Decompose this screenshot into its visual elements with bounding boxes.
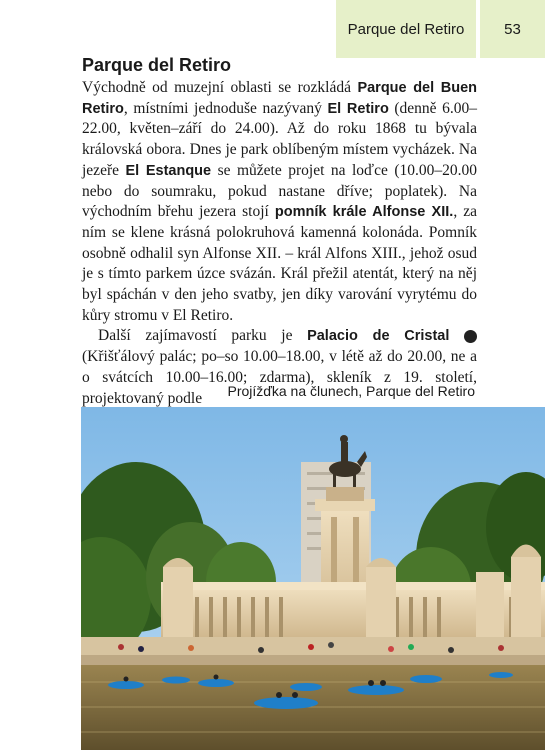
text-run: (denně 6.00–22.00, květen–září do 24.00). Až do roku 1868 tu bývala královská obora. Dnes je park oblíbeným místem vycházek. Na jezeře xyxy=(82,99,478,179)
map-reference-badge: 21 xyxy=(464,330,477,343)
bold-term: Parque del Buen Retiro xyxy=(82,80,477,117)
bold-term: El Estanque xyxy=(125,162,212,179)
text-run: Další zajímavostí parku je xyxy=(98,327,308,345)
page-number: 53 xyxy=(504,20,521,38)
text-run: se můžete projet na loďce (10.00–20.00 nebo do soumraku, pokud nastane dříve; poplatek). Na východním břehu jezera stojí xyxy=(82,161,477,221)
text-run: Východně od muzejní oblasti se rozkládá xyxy=(82,79,358,96)
text-run: (Křišťálový palác; po–so 10.00–18.00, v létě až do 20.00, ne a o svátcích 10.00–16.00; zdarma), skleník z 19. století, projektovaný podle xyxy=(82,348,477,407)
photo-caption: Projížďka na člunech, Parque del Retiro xyxy=(227,383,475,399)
text-run: , za ním se klene krásná polokruhová kamenná kolonáda. Pomník osobně odhalil syn Alfonse XII. – král Alfons XIII., jehož osud je s tímto parkem úzce svázán. Král přežil atentát, který na něj byl spáchán v den jeho svatby, jen díky varování vyrytému do kůry stromu v El Retiro. xyxy=(82,203,477,324)
text-run: , místními jednoduše nazývaný xyxy=(123,99,328,117)
running-header-title: Parque del Retiro xyxy=(347,20,465,38)
bold-term: pomník krále Alfonse XII. xyxy=(274,204,454,221)
paragraph-1 xyxy=(82,78,477,326)
bold-term: El Retiro xyxy=(327,100,389,117)
section-title: Parque del Retiro xyxy=(82,55,232,75)
bold-term: Palacio de Cristal xyxy=(307,328,450,345)
body-text xyxy=(82,78,489,409)
photo-retiro-boats xyxy=(81,407,545,750)
photo-illustration xyxy=(81,407,545,750)
